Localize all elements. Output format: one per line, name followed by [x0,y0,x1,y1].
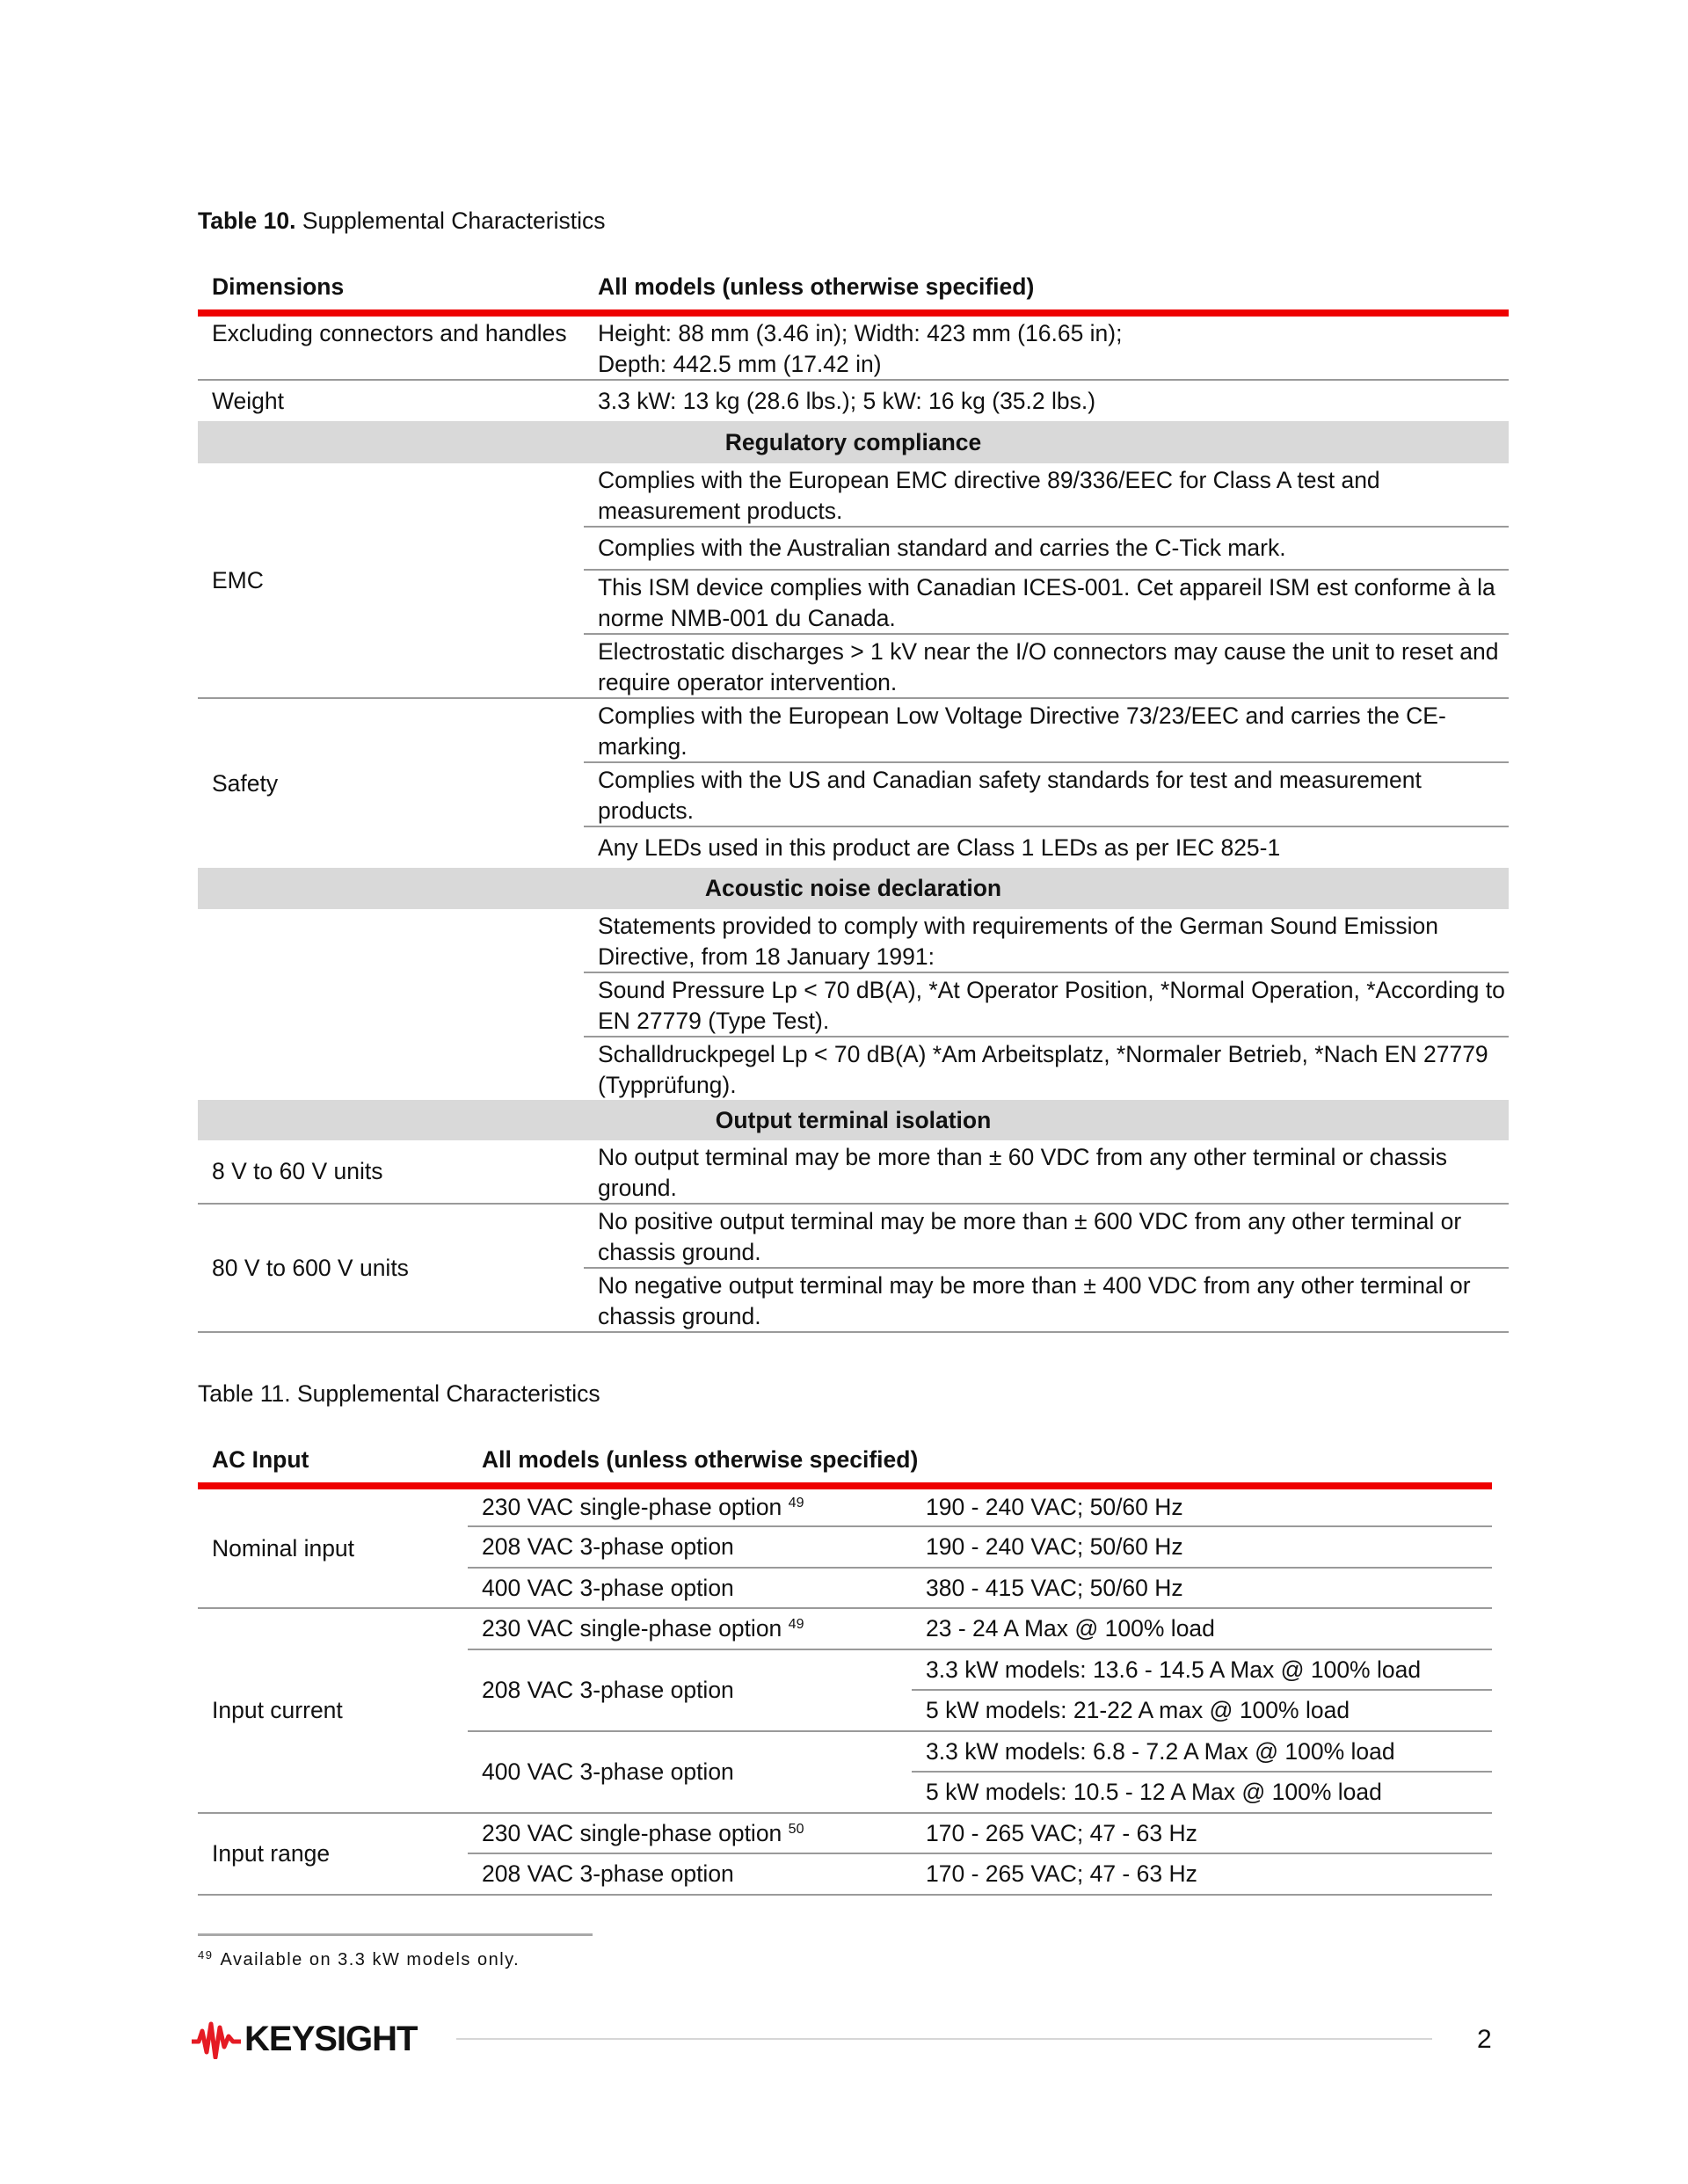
row-label: EMC [198,463,584,698]
keysight-wave-icon [192,2019,241,2059]
page-number: 2 [1477,2025,1492,2054]
row-value: No positive output terminal may be more than ± 600 VDC from any other terminal or chassis ground. [584,1204,1509,1268]
col-header: All models (unless otherwise specified) [584,264,1509,313]
option-cell [468,1813,912,1853]
option-cell: 208 VAC 3-phase option [468,1526,912,1568]
row-value: Complies with the US and Canadian safety standards for test and measurement products. [584,762,1509,826]
option-text: 230 VAC single-phase option [482,1494,782,1521]
value-cell: 23 - 24 A Max @ 100% load [912,1608,1492,1649]
row-label: Nominal input [198,1486,468,1608]
option-text: 230 VAC single-phase option [482,1615,782,1642]
value-cell: 170 - 265 VAC; 47 - 63 Hz [912,1853,1492,1895]
footnote-ref[interactable]: 50 [788,1821,804,1837]
value-cell: 170 - 265 VAC; 47 - 63 Hz [912,1813,1492,1853]
table-header-row [198,1437,1492,1486]
value-cell: 3.3 kW models: 13.6 - 14.5 A Max @ 100% load [912,1649,1492,1690]
option-cell: 400 VAC 3-phase option [468,1731,912,1813]
value-cell: 3.3 kW models: 6.8 - 7.2 A Max @ 100% load [912,1731,1492,1772]
option-cell [468,1608,912,1649]
section-row [198,1100,1509,1140]
col-header: All models (unless otherwise specified) [468,1437,1492,1486]
row-value: Schalldruckpegel Lp < 70 dB(A) *Am Arbeitsplatz, *Normaler Betrieb, *Nach EN 27779 (Typprüfung). [598,1041,1488,1098]
row-value: No negative output terminal may be more than ± 400 VDC from any other terminal or chassis ground. [584,1268,1509,1332]
footnote-ref[interactable]: 49 [788,1496,804,1511]
row-value: Complies with the Australian standard and carries the C-Tick mark. [584,527,1509,570]
table-10 [198,264,1509,1333]
row-value: Sound Pressure Lp < 70 dB(A), *At Operator Position, *Normal Operation, *According to EN 27779 (Type Test). [584,972,1509,1037]
row-label: Input current [198,1608,468,1813]
row-value: This ISM device complies with Canadian ICES-001. Cet appareil ISM est conforme à la norme NMB-001 du Canada. [584,570,1509,634]
row-label: Safety [212,769,279,797]
value-cell: 380 - 415 VAC; 50/60 Hz [912,1568,1492,1608]
section-row [198,868,1509,909]
row-value: Complies with the European EMC directive 89/336/EEC for Class A test and measurement products. [584,463,1509,527]
caption-label: Table 10. [198,207,296,234]
footnote-ref[interactable]: 49 [788,1617,804,1633]
table-11 [198,1437,1492,1896]
table-header-row [198,264,1509,313]
option-cell [468,1486,912,1526]
caption-text: Supplemental Characteristics [295,207,606,234]
table10-caption [198,207,605,235]
row-value: Any LEDs used in this product are Class 1 LEDs as per IEC 825-1 [598,834,1281,861]
section-row [198,421,1509,463]
section-heading: Acoustic noise declaration [198,868,1509,909]
row-value: No output terminal may be more than ± 60 VDC from any other terminal or chassis ground. [584,1140,1509,1204]
value-cell: 190 - 240 VAC; 50/60 Hz [912,1486,1492,1526]
value-line: Depth: 442.5 mm (17.42 in) [598,350,882,377]
footnote-number: 49 [198,1948,214,1962]
row-label: Input range [198,1813,468,1895]
col-header: AC Input [198,1437,468,1486]
row-label: 8 V to 60 V units [198,1140,584,1204]
value-cell: 5 kW models: 10.5 - 12 A Max @ 100% load [912,1772,1492,1813]
footnote-divider [198,1933,593,1936]
value-cell: 190 - 240 VAC; 50/60 Hz [912,1526,1492,1568]
option-cell: 208 VAC 3-phase option [468,1853,912,1895]
row-value [584,313,1509,380]
footnote-text: Available on 3.3 kW models only. [220,1950,520,1969]
footnote [198,1950,520,1970]
row-label: Excluding connectors and handles [198,313,584,380]
table-row [198,380,1509,421]
section-heading: Output terminal isolation [198,1100,1509,1140]
row-value: Statements provided to comply with requirements of the German Sound Emission Directive, from 18 January 1991: [584,909,1509,972]
table-row [198,313,1509,380]
row-label: Weight [212,387,284,414]
option-cell: 208 VAC 3-phase option [468,1649,912,1731]
footer-divider [456,2038,1432,2040]
section-heading: Regulatory compliance [198,421,1509,463]
option-cell: 400 VAC 3-phase option [468,1568,912,1608]
row-value: Electrostatic discharges > 1 kV near the I/O connectors may cause the unit to reset and require operator intervention. [584,634,1509,698]
logo-text: KEYSIGHT [244,2019,418,2058]
col-header: Dimensions [198,264,584,313]
option-text: 230 VAC single-phase option [482,1819,782,1846]
row-value: 3.3 kW: 13 kg (28.6 lbs.); 5 kW: 16 kg (35.2 lbs.) [598,387,1096,414]
keysight-logo [192,2019,417,2059]
table11-caption: Table 11. Supplemental Characteristics [198,1380,600,1407]
row-value: Complies with the European Low Voltage Directive 73/23/EEC and carries the CE-marking. [584,698,1509,762]
value-line: Height: 88 mm (3.46 in); Width: 423 mm (16.65 in); [598,320,1123,346]
value-cell: 5 kW models: 21-22 A max @ 100% load [912,1690,1492,1731]
row-label: 80 V to 600 V units [198,1204,584,1332]
